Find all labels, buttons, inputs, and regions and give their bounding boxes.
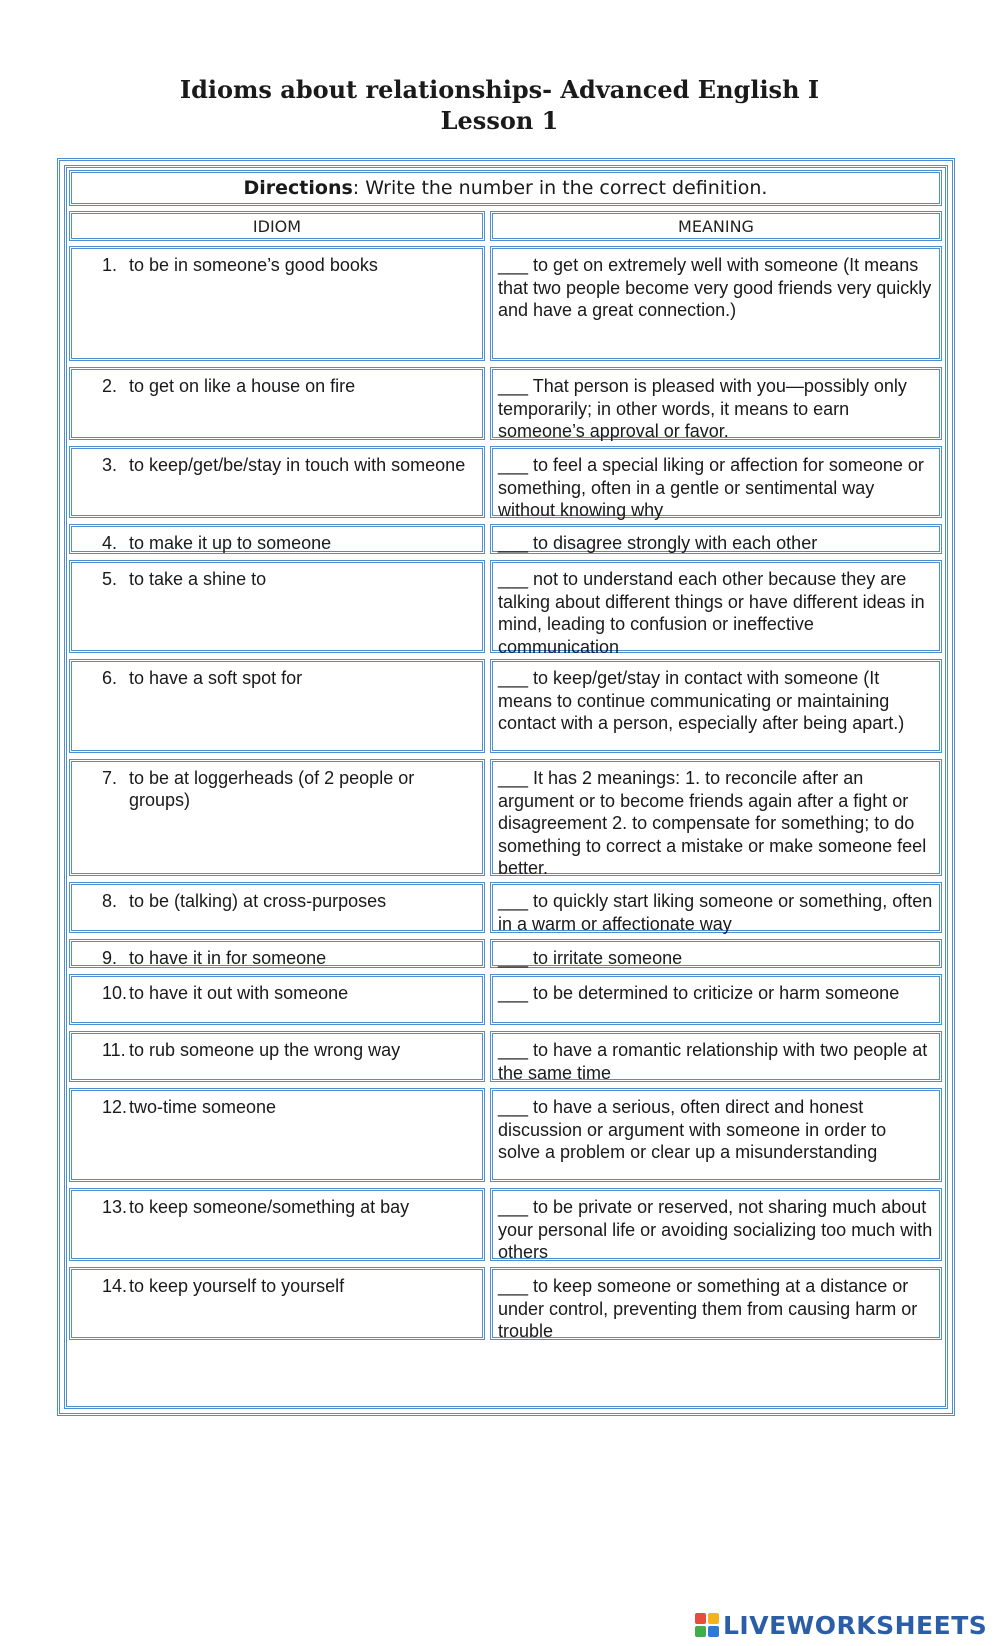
idiom-number: 6.	[102, 668, 118, 688]
meaning-cell[interactable]: ___ to disagree strongly with each other	[490, 524, 942, 554]
directions-label: Directions	[243, 177, 353, 199]
idiom-text: to take a shine to	[129, 569, 267, 589]
meaning-cell[interactable]: ___ to feel a special liking or affection for someone or something, often in a gentle or sentimental way without knowing why	[490, 446, 942, 518]
idiom-text: to be at loggerheads (of 2 people or groups)	[129, 768, 415, 810]
idiom-number: 7.	[102, 768, 118, 788]
idiom-cell	[69, 246, 485, 361]
meaning-cell[interactable]: ___ not to understand each other because they are talking about different things or have different ideas in mind, leading to confusion or ineffective communication	[490, 560, 942, 653]
worksheet-table	[57, 158, 955, 1416]
idiom-number: 3.	[102, 455, 118, 475]
idiom-number: 1.	[102, 255, 118, 275]
idiom-text: to keep yourself to yourself	[129, 1276, 345, 1296]
idiom-number: 14.	[102, 1276, 128, 1296]
meaning-cell[interactable]: ___ to irritate someone	[490, 939, 942, 968]
logo-icon	[694, 1612, 720, 1638]
idiom-number: 13.	[102, 1197, 128, 1217]
idiom-text: to have a soft spot for	[129, 668, 303, 688]
meaning-cell[interactable]: ___ to have a romantic relationship with two people at the same time	[490, 1031, 942, 1082]
logo-text: LIVEWORKSHEETS	[723, 1610, 988, 1640]
idiom-cell	[69, 1267, 485, 1340]
idiom-number: 10.	[102, 983, 128, 1003]
meaning-cell[interactable]: ___ to get on extremely well with someone (It means that two people become very good friends very quickly and have a great connection.)	[490, 246, 942, 361]
idiom-number: 2.	[102, 376, 118, 396]
page-title: Idioms about relationships- Advanced English I	[179, 75, 820, 104]
idiom-cell	[69, 882, 485, 933]
meaning-cell[interactable]: ___ to be determined to criticize or harm someone	[490, 974, 942, 1025]
idiom-cell	[69, 1188, 485, 1261]
header-idiom: IDIOM	[69, 211, 485, 241]
idiom-cell	[69, 524, 485, 554]
idiom-cell	[69, 1031, 485, 1082]
idiom-number: 12.	[102, 1097, 128, 1117]
meaning-cell[interactable]: ___ to quickly start liking someone or something, often in a warm or affectionate way	[490, 882, 942, 933]
idiom-text: to keep/get/be/stay in touch with someone	[129, 455, 466, 475]
page-subtitle: Lesson 1	[440, 106, 559, 135]
idiom-number: 9.	[102, 948, 118, 968]
meaning-cell[interactable]: ___ to have a serious, often direct and honest discussion or argument with someone in order to solve a problem or clear up a misunderstanding	[490, 1088, 942, 1182]
idiom-number: 5.	[102, 569, 118, 589]
meaning-cell[interactable]: ___ That person is pleased with you—possibly only temporarily; in other words, it means to earn someone’s approval or favor.	[490, 367, 942, 440]
idiom-text: to get on like a house on fire	[129, 376, 356, 396]
idiom-text: to be in someone’s good books	[129, 255, 378, 275]
directions-text: : Write the number in the correct definition.	[352, 177, 768, 199]
idiom-cell	[69, 560, 485, 653]
meaning-cell[interactable]: ___ to keep/get/stay in contact with someone (It means to continue communicating or maintaining contact with a person, especially after being apart.)	[490, 659, 942, 753]
idiom-cell	[69, 446, 485, 518]
idiom-text: two-time someone	[129, 1097, 277, 1117]
idiom-number: 8.	[102, 891, 118, 911]
header-meaning: MEANING	[490, 211, 942, 241]
meaning-cell[interactable]: ___ to keep someone or something at a distance or under control, preventing them from causing harm or trouble	[490, 1267, 942, 1340]
idiom-text: to have it out with someone	[129, 983, 349, 1003]
idiom-cell	[69, 659, 485, 753]
liveworksheets-logo	[694, 1611, 987, 1639]
idiom-number: 4.	[102, 533, 118, 553]
idiom-cell	[69, 974, 485, 1025]
idiom-cell	[69, 1088, 485, 1182]
idiom-text: to have it in for someone	[129, 948, 327, 968]
idiom-number: 11.	[102, 1040, 126, 1060]
idiom-text: to rub someone up the wrong way	[129, 1040, 401, 1060]
idiom-cell	[69, 759, 485, 876]
idiom-text: to be (talking) at cross-purposes	[129, 891, 387, 911]
idiom-text: to make it up to someone	[129, 533, 332, 553]
idiom-text: to keep someone/something at bay	[129, 1197, 410, 1217]
meaning-cell[interactable]: ___ to be private or reserved, not sharing much about your personal life or avoiding socializing too much with others	[490, 1188, 942, 1261]
idiom-cell	[69, 367, 485, 440]
idiom-cell	[69, 939, 485, 968]
directions-row	[69, 170, 942, 206]
meaning-cell[interactable]: ___ It has 2 meanings: 1. to reconcile after an argument or to become friends again after a fight or disagreement 2. to compensate for something; to do something to correct a mistake or make someone feel better.	[490, 759, 942, 876]
